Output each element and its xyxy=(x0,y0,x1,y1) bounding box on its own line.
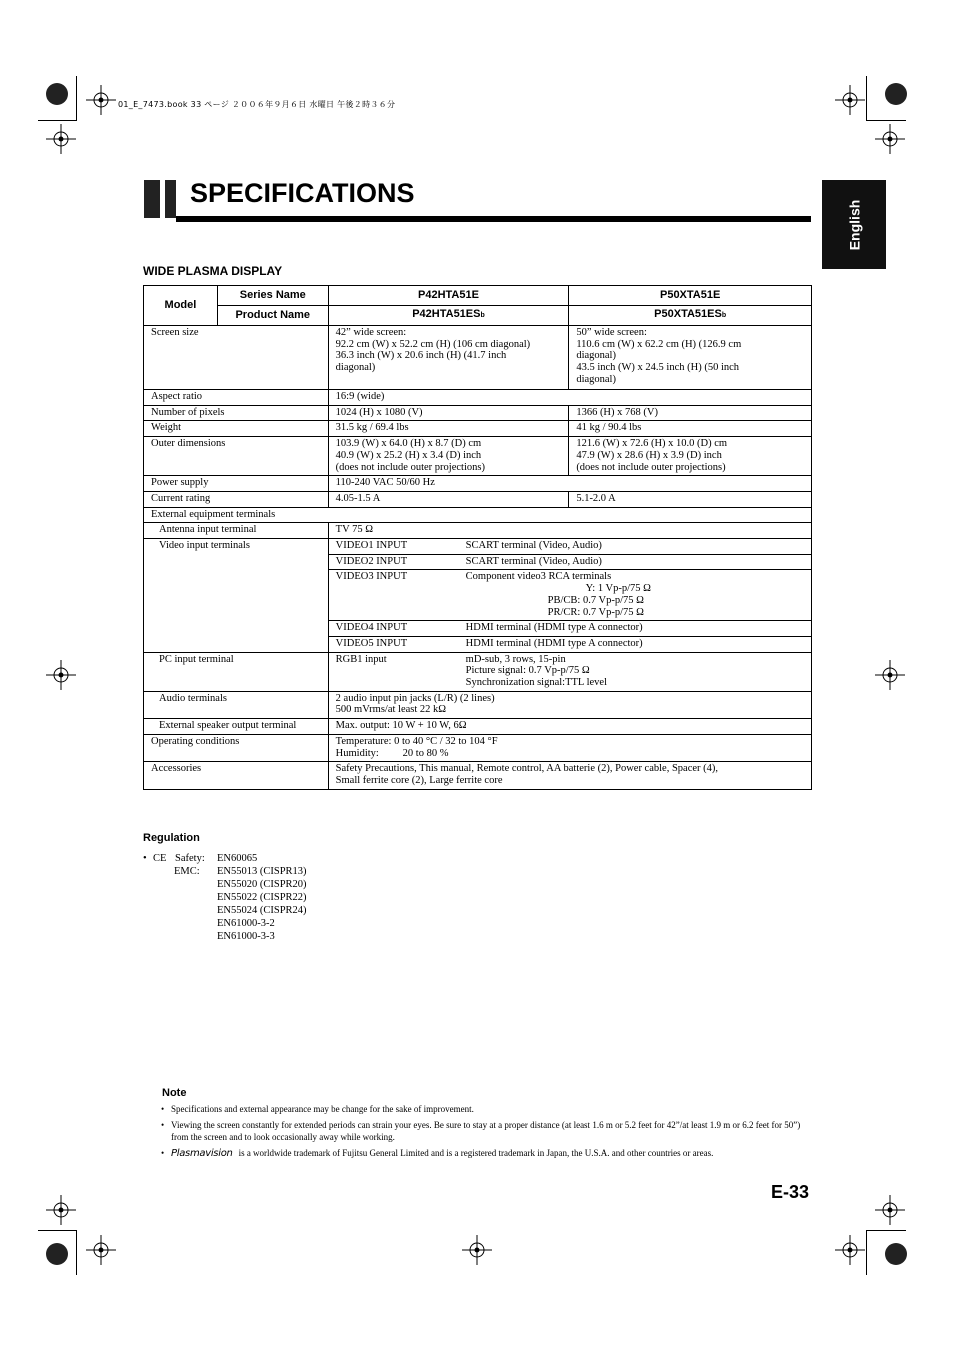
crosshair-icon xyxy=(46,124,76,154)
regulation-emc-value: EN55024 (CISPR24) xyxy=(217,905,307,916)
table-row xyxy=(144,762,812,789)
page-number: E-33 xyxy=(771,1182,810,1202)
table-row xyxy=(144,523,812,539)
regulation-emc-value: EN55022 (CISPR22) xyxy=(217,892,307,903)
product-b: P50XTA51ESb xyxy=(569,306,812,326)
crosshair-icon xyxy=(86,1235,116,1265)
regulation-emc-value: EN61000-3-2 xyxy=(217,918,275,929)
language-tab xyxy=(822,180,886,269)
power-supply-label: Power supply xyxy=(144,476,329,492)
title-accent-gap xyxy=(160,180,165,218)
table-row xyxy=(144,405,812,421)
outer-dimensions-a: 103.9 (W) x 64.0 (H) x 8.7 (D) cm 40.9 (W) x 25.2 (H) x 3.4 (D) inch (does not include outer projections) xyxy=(328,437,569,476)
speaker-output-value: Max. output: 10 W + 10 W, 6Ω xyxy=(328,719,811,735)
crosshair-icon xyxy=(46,660,76,690)
table-row xyxy=(144,476,812,492)
registration-dot-icon xyxy=(885,1243,907,1265)
outer-dimensions-b: 121.6 (W) x 72.6 (H) x 10.0 (D) cm 47.9 (W) x 28.6 (H) x 3.9 (D) inch (does not include outer projections) xyxy=(569,437,812,476)
note-title: Note xyxy=(162,1087,187,1099)
product-name-label: Product Name xyxy=(217,306,328,326)
video5-row: VIDEO5 INPUT HDMI terminal (HDMI type A connector) xyxy=(328,636,811,652)
pixels-a: 1024 (H) x 1080 (V) xyxy=(328,405,569,421)
table-row xyxy=(144,306,812,326)
current-rating-b: 5.1-2.0 A xyxy=(569,491,812,507)
series-a: P42HTA51E xyxy=(328,286,569,306)
antenna-label: Antenna input terminal xyxy=(144,523,329,539)
book-meta-text: 01_E_7473.book 33 ページ ２００６年９月６日 水曜日 午後２時３６分 xyxy=(118,100,396,109)
regulation-emc-value: EN55013 (CISPR13) xyxy=(217,866,307,877)
current-rating-label: Current rating xyxy=(144,491,329,507)
speaker-output-label: External speaker output terminal xyxy=(144,719,329,735)
operating-conditions-value: Temperature: 0 to 40 °C / 32 to 104 °F Humidity: 20 to 80 % xyxy=(328,734,811,761)
note-list xyxy=(161,1103,801,1163)
audio-terminals-value: 2 audio input pin jacks (L/R) (2 lines) 500 mVrms/at least 22 kΩ xyxy=(328,691,811,718)
product-a: P42HTA51ESb xyxy=(328,306,569,326)
outer-dimensions-label: Outer dimensions xyxy=(144,437,329,476)
regulation-emc-value: EN61000-3-3 xyxy=(217,931,275,942)
list-item: • Viewing the screen constantly for extended periods can strain your eyes. Be sure to stay at a proper distance (at least 1.6 m or 5.2 feet for 42”/at least 1.9 m or 6.2 feet for 50”) from the screen and to look occasionally away while working. xyxy=(161,1119,801,1142)
model-label: Model xyxy=(144,286,218,326)
regulation-bullet: • xyxy=(143,853,147,864)
regulation-emc-value: EN55020 (CISPR20) xyxy=(217,879,307,890)
aspect-ratio-label: Aspect ratio xyxy=(144,390,329,406)
screen-size-label: Screen size xyxy=(144,326,329,390)
crosshair-icon xyxy=(875,1195,905,1225)
video1-row: VIDEO1 INPUT SCART terminal (Video, Audio) xyxy=(328,539,811,555)
operating-conditions-label: Operating conditions xyxy=(144,734,329,761)
table-row xyxy=(144,719,812,735)
current-rating-a: 4.05-1.5 A xyxy=(328,491,569,507)
regulation-ce: CE xyxy=(153,853,167,864)
aspect-ratio-value: 16:9 (wide) xyxy=(328,390,811,406)
audio-terminals-label: Audio terminals xyxy=(144,691,329,718)
table-row xyxy=(144,437,812,476)
antenna-value: TV 75 Ω xyxy=(328,523,811,539)
external-terminals-label: External equipment terminals xyxy=(144,507,812,523)
series-b: P50XTA51E xyxy=(569,286,812,306)
regulation-safety-label: Safety: xyxy=(175,853,205,864)
crosshair-icon xyxy=(86,85,116,115)
pixels-label: Number of pixels xyxy=(144,405,329,421)
table-row xyxy=(144,691,812,718)
crosshair-icon xyxy=(835,85,865,115)
video2-row: VIDEO2 INPUT SCART terminal (Video, Audio) xyxy=(328,554,811,570)
table-row xyxy=(144,507,812,523)
video3-row: VIDEO3 INPUT Component video3 RCA terminals Y: 1 Vp-p/75 Ω PB/CB: 0.7 Vp-p/75 Ω PR/CR: 0.7 Vp-p/75 Ω xyxy=(328,570,811,621)
list-item: • Plasmavision is a worldwide trademark of Fujitsu General Limited and is a registered trademark in Japan, the U.S.A. and other countries or areas. xyxy=(161,1147,714,1159)
regulation-body xyxy=(143,852,307,943)
table-row xyxy=(144,491,812,507)
regulation-safety-value: EN60065 xyxy=(217,853,258,864)
section-title: WIDE PLASMA DISPLAY xyxy=(143,264,283,278)
regulation-title: Regulation xyxy=(143,832,200,844)
pixels-b: 1366 (H) x 768 (V) xyxy=(569,405,812,421)
list-item: • Specifications and external appearance may be change for the sake of improvement. xyxy=(161,1104,474,1114)
screen-size-b: 50” wide screen: 110.6 cm (W) x 62.2 cm (H) (126.9 cm diagonal) 43.5 inch (W) x 24.5 inch (H) (50 inch diagonal) xyxy=(569,326,812,390)
table-row xyxy=(144,421,812,437)
language-tab-label: English xyxy=(846,199,862,250)
table-row xyxy=(144,652,812,691)
pc-input-label: PC input terminal xyxy=(144,652,329,691)
crosshair-icon xyxy=(462,1235,492,1265)
table-row xyxy=(144,286,812,306)
weight-b: 41 kg / 90.4 lbs xyxy=(569,421,812,437)
page-title: SPECIFICATIONS xyxy=(190,178,415,208)
registration-dot-icon xyxy=(46,83,68,105)
table-row xyxy=(144,539,812,555)
accessories-value: Safety Precautions, This manual, Remote control, AA batterie (2), Power cable, Spacer (4), Small ferrite core (2), Large ferrite core xyxy=(328,762,811,789)
pc-input-value: RGB1 input mD-sub, 3 rows, 15-pin Picture signal: 0.7 Vp-p/75 Ω Synchronization signal:TTL level xyxy=(328,652,811,691)
regulation-emc-label: EMC: xyxy=(174,866,200,877)
registration-dot-icon xyxy=(46,1243,68,1265)
title-rule xyxy=(176,216,811,222)
crosshair-icon xyxy=(46,1195,76,1225)
plasmavision-logo: Plasmavision xyxy=(171,1147,233,1159)
table-row xyxy=(144,390,812,406)
weight-label: Weight xyxy=(144,421,329,437)
crosshair-icon xyxy=(875,660,905,690)
crosshair-icon xyxy=(835,1235,865,1265)
table-row xyxy=(144,734,812,761)
registration-dot-icon xyxy=(885,83,907,105)
video4-row: VIDEO4 INPUT HDMI terminal (HDMI type A connector) xyxy=(328,621,811,637)
weight-a: 31.5 kg / 69.4 lbs xyxy=(328,421,569,437)
video-terminals-label: Video input terminals xyxy=(144,539,329,653)
table-row xyxy=(144,326,812,390)
series-name-label: Series Name xyxy=(217,286,328,306)
crosshair-icon xyxy=(875,124,905,154)
accessories-label: Accessories xyxy=(144,762,329,789)
screen-size-a: 42” wide screen: 92.2 cm (W) x 52.2 cm (H) (106 cm diagonal) 36.3 inch (W) x 20.6 inch (H) (41.7 inch diagonal) xyxy=(328,326,569,390)
power-supply-value: 110-240 VAC 50/60 Hz xyxy=(328,476,811,492)
spec-table xyxy=(143,285,812,790)
